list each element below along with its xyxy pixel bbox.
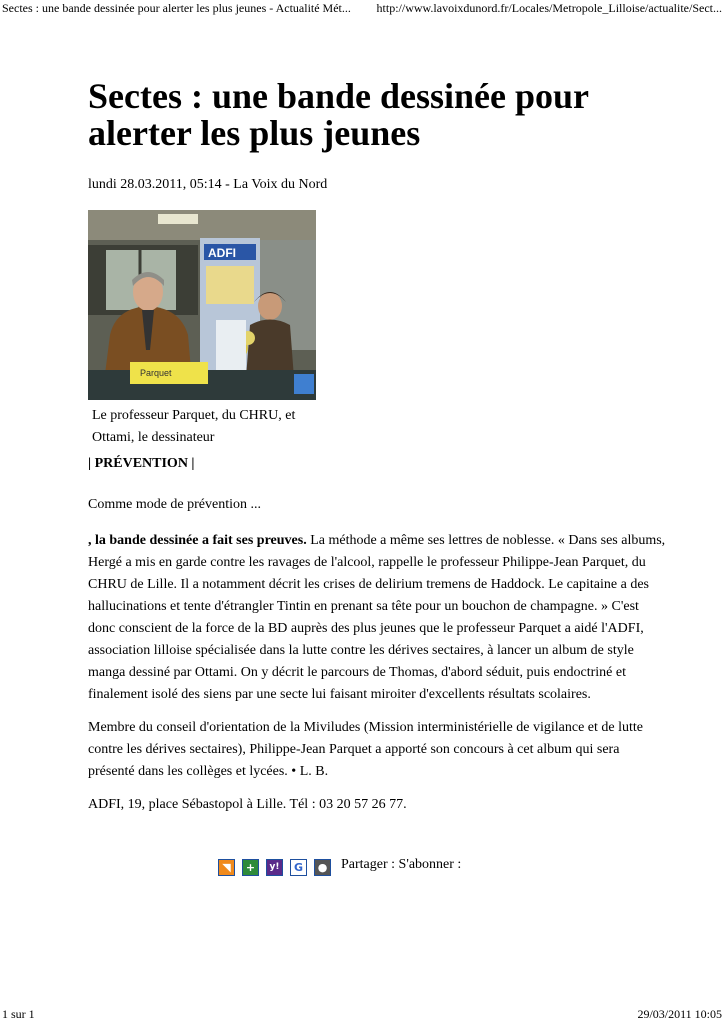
paragraph-1 [88, 530, 668, 706]
netvibes-icon[interactable]: ● [314, 859, 331, 876]
name-card: Parquet [140, 368, 172, 378]
paragraph-1-text: La méthode a même ses lettres de noblesse. « Dans ses albums, Hergé a mis en garde contre les ravages de l'alcool, rappelle le professeur Philippe-Jean Parquet, du CHRU de Lille. Il a notamment décrit les crises de delirium tremens de Haddock. Le capitaine a des hallucinations et tente d'étrangler Tintin en prenant sa tête pour un bouchon de champagne. » C'est donc conscient de la force de la BD auprès des plus jeunes que le professeur Parquet a aidé l'ADFI, association lilloise spécialisée dans la lutte contre les dérives sectaires, à lancer un album de style manga dessiné par Ottami. On y décrit le parcours de Thomas, d'abord séduit, puis endoctriné et finalement isolé des siens par une secte lui faisant miroiter d'excellents résultats scolaires. [88, 533, 666, 702]
plus-icon[interactable]: + [242, 859, 259, 876]
google-icon[interactable]: G [290, 859, 307, 876]
article-title: Sectes : une bande dessinée pour alerter les plus jeunes [88, 76, 589, 153]
print-footer-page: 1 sur 1 [2, 1007, 35, 1021]
article-dateline: lundi 28.03.2011, 05:14 - La Voix du Nord [88, 177, 328, 192]
print-header-url[interactable]: http://www.lavoixdunord.fr/Locales/Metropole_Lilloise/actualite/Sect... [376, 1, 722, 15]
print-footer-timestamp: 29/03/2011 10:05 [637, 1007, 722, 1021]
print-header-title: Sectes : une bande dessinée pour alerter les plus jeunes - Actualité Mét... [2, 1, 351, 15]
article-body [88, 530, 668, 827]
photo-caption: Le professeur Parquet, du CHRU, et Ottami, le dessinateur [92, 408, 296, 445]
section-tag: | PRÉVENTION | [88, 456, 195, 471]
article-photo [88, 210, 316, 400]
rss-icon[interactable]: ◥ [218, 859, 235, 876]
share-label: Partager : S'abonner : [341, 857, 462, 872]
paragraph-2: Membre du conseil d'orientation de la Miviludes (Mission interministérielle de vigilance et de lutte contre les dérives sectaires), Philippe-Jean Parquet a apporté son concours à cet album qui sera présenté dans les collèges et lycées. • L. B. [88, 720, 643, 779]
paragraph-1-bold: , la bande dessinée a fait ses preuves. [88, 533, 307, 548]
yahoo-icon[interactable]: y! [266, 859, 283, 876]
article-lead: Comme mode de prévention ... [88, 497, 262, 512]
paragraph-3-contact: ADFI, 19, place Sébastopol à Lille. Tél : 03 20 57 26 77. [88, 797, 407, 812]
banner-sign: ADFI [208, 246, 236, 260]
share-bar [218, 856, 461, 878]
